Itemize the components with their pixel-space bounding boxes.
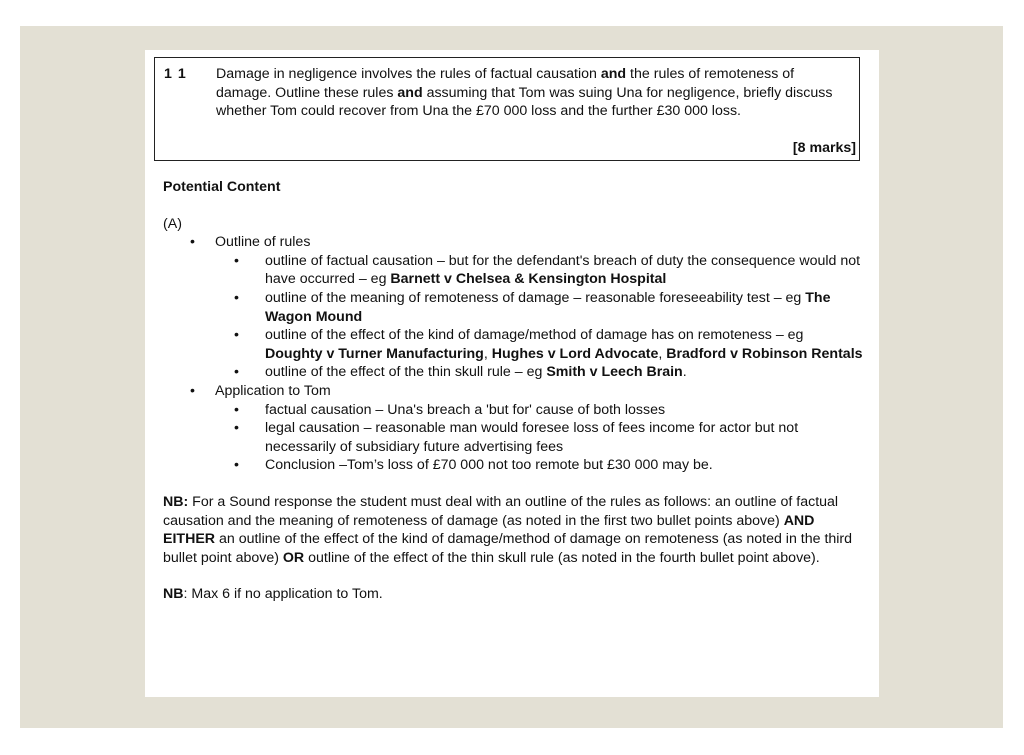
list-item	[163, 233, 863, 382]
list-item: • factual causation – Una's breach a 'but for' cause of both losses	[234, 401, 666, 418]
question-text: Damage in negligence involves the rules of factual causation and the rules of remoteness of damage. Outline these rules and assuming that Tom was suing Una for negligence, briefly discuss whether Tom could recover from Una the £70 000 loss and the further £30 000 loss.	[216, 66, 833, 119]
question-number: 1 1	[164, 66, 187, 82]
list-item: • outline of the meaning of remoteness of damage – reasonable foreseeability test – eg The Wagon Mound	[234, 289, 831, 325]
outline-sublist	[215, 252, 863, 382]
bullet: •	[234, 420, 239, 437]
case-name: Barnett v Chelsea & Kensington Hospital	[390, 271, 667, 288]
application-title: Application to Tom	[215, 382, 331, 399]
list-item: • legal causation – reasonable man would foresee loss of fees income for actor but not necessarily of subsidiary future advertising fees	[234, 420, 799, 455]
section-heading: Potential Content	[163, 179, 281, 195]
bullet: •	[234, 457, 239, 474]
section-label: (A)	[163, 215, 182, 232]
bullet: •	[234, 289, 239, 306]
application-sublist	[215, 401, 863, 475]
case-name: The Wagon Mound	[265, 289, 831, 325]
outline-list	[163, 233, 863, 382]
bullet: •	[234, 401, 239, 418]
mark-scheme-content	[163, 178, 863, 604]
question-box	[154, 57, 860, 161]
nb-max-marks: NB: Max 6 if no application to Tom.	[163, 586, 383, 603]
bullet: •	[190, 234, 195, 251]
bullet: •	[190, 382, 195, 399]
list-item: • outline of the effect of the thin skull rule – eg Smith v Leech Brain.	[234, 364, 687, 381]
bullet: •	[234, 364, 239, 381]
marks-label: [8 marks]	[792, 140, 856, 156]
case-name: Bradford v Robinson Rentals	[666, 345, 863, 362]
outline-title: Outline of rules	[215, 234, 311, 251]
document-page	[145, 50, 879, 697]
list-item	[163, 382, 863, 475]
case-name: Doughty v Turner Manufacturing	[265, 345, 484, 362]
nb-sound-response: NB: For a Sound response the student must deal with an outline of the rules as follows: an outline of factual causation and the meaning of remoteness of damage (as noted in the first two bullet points above) AND EITHER an outline of the effect of the kind of damage/method of damage on remoteness (as noted in the third bullet point above) OR outline of the effect of the thin skull rule (as noted in the fourth bullet point above).	[163, 493, 853, 566]
list-item: • outline of factual causation – but for the defendant's breach of duty the consequence would not have occurred – eg Barnett v Chelsea & Kensington Hospital	[234, 252, 861, 288]
list-item: • outline of the effect of the kind of damage/method of damage has on remoteness – eg Doughty v Turner Manufacturing, Hughes v Lord Advocate, Bradford v Robinson Rentals	[234, 327, 863, 362]
case-name: Smith v Leech Brain	[546, 364, 683, 381]
bullet: •	[234, 252, 239, 269]
case-name: Hughes v Lord Advocate	[491, 345, 659, 362]
bullet: •	[234, 327, 239, 344]
application-list	[163, 382, 863, 475]
list-item: • Conclusion –Tom’s loss of £70 000 not too remote but £30 000 may be.	[234, 457, 713, 474]
